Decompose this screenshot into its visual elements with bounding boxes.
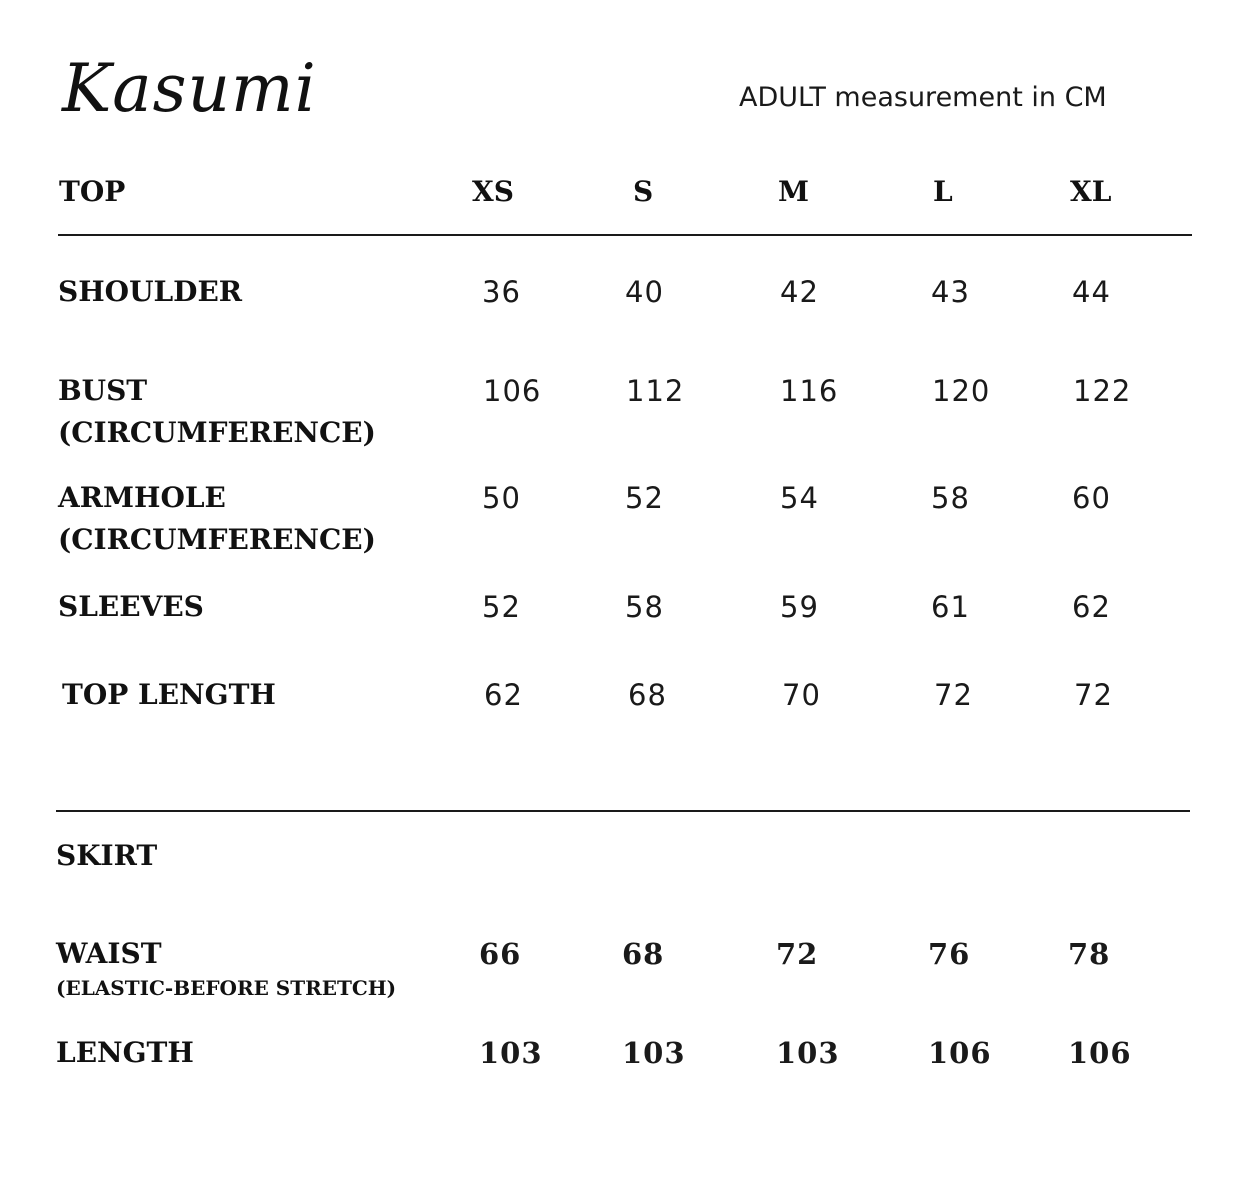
row-label-length [56,1032,194,1074]
value-armhole-xs: 50 [482,481,521,515]
value-shoulder-xl: 44 [1072,275,1111,309]
value-sleeves-xs: 52 [482,590,521,624]
value-sleeves-m: 59 [780,590,819,624]
value-bust-m: 116 [780,374,839,408]
value-bust-l: 120 [932,374,991,408]
value-bust-xl: 122 [1073,374,1132,408]
value-armhole-xl: 60 [1072,481,1111,515]
value-length-m: 103 [776,1036,840,1070]
value-bust-xs: 106 [483,374,542,408]
top-header-label: TOP [59,175,126,208]
row-label-text: WAIST [56,937,162,970]
value-waist-xl: 78 [1068,937,1111,971]
row-label-sleeves [58,586,204,628]
row-label-subtext: (CIRCUMFERENCE) [58,523,376,556]
size-header-xl: XL [1070,175,1112,208]
row-label-waist [56,933,396,1001]
value-armhole-s: 52 [625,481,664,515]
value-armhole-l: 58 [931,481,970,515]
row-label-text: LENGTH [56,1036,194,1069]
value-top-length-m: 70 [782,678,821,712]
value-shoulder-l: 43 [931,275,970,309]
size-header-s: S [633,175,654,208]
value-waist-s: 68 [622,937,665,971]
value-length-s: 103 [622,1036,686,1070]
value-sleeves-xl: 62 [1072,590,1111,624]
value-top-length-l: 72 [934,678,973,712]
value-waist-m: 72 [776,937,819,971]
row-label-bust [58,370,376,454]
row-label-subtext: (ELASTIC-BEFORE STRETCH) [56,976,397,1000]
size-header-l: L [933,175,953,208]
value-top-length-xs: 62 [484,678,523,712]
row-label-text: BUST [58,374,148,407]
row-label-text: TOP LENGTH [62,678,276,711]
row-label-top-length [62,674,276,716]
skirt-section-title: SKIRT [56,839,158,872]
value-top-length-xl: 72 [1074,678,1113,712]
value-shoulder-xs: 36 [482,275,521,309]
row-label-text: ARMHOLE [58,481,226,514]
skirt-section-divider [56,810,1190,812]
brand-logo: Kasumi [62,50,317,127]
value-sleeves-l: 61 [931,590,970,624]
value-armhole-m: 54 [780,481,819,515]
row-label-text: SHOULDER [58,275,243,308]
value-waist-l: 76 [928,937,971,971]
value-shoulder-m: 42 [780,275,819,309]
value-sleeves-s: 58 [625,590,664,624]
value-shoulder-s: 40 [625,275,664,309]
value-length-l: 106 [928,1036,992,1070]
value-top-length-s: 68 [628,678,667,712]
size-header-xs: XS [472,175,514,208]
unit-note: ADULT measurement in CM [739,82,1107,113]
value-bust-s: 112 [626,374,685,408]
row-label-shoulder [58,271,242,313]
row-label-subtext: (CIRCUMFERENCE) [58,416,376,449]
row-label-text: SLEEVES [58,590,204,623]
value-waist-xs: 66 [479,937,522,971]
size-header-m: M [778,175,809,208]
top-header-divider [58,234,1192,236]
value-length-xs: 103 [479,1036,543,1070]
value-length-xl: 106 [1068,1036,1132,1070]
row-label-armhole [58,477,376,561]
